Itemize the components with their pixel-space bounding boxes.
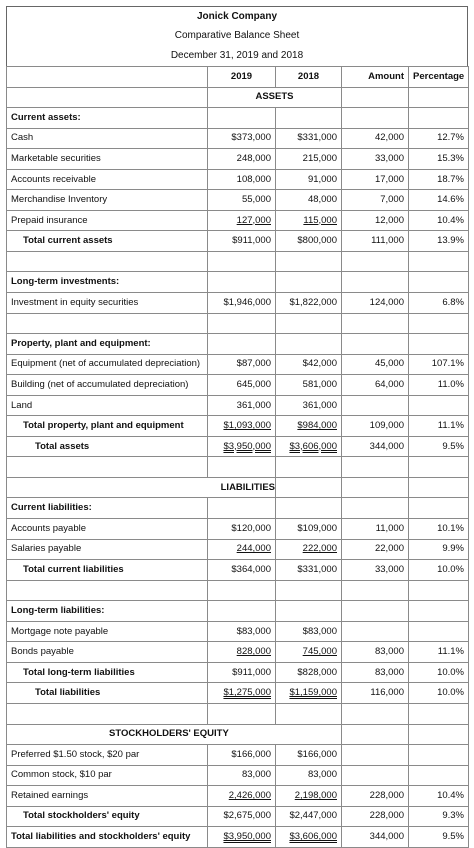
value-2019: 83,000	[208, 765, 276, 786]
total-row	[7, 560, 469, 581]
table-row	[7, 149, 469, 170]
value-2019: 248,000	[208, 149, 276, 170]
statement-date: December 31, 2019 and 2018	[6, 46, 468, 66]
section-row	[7, 87, 469, 108]
total-row	[7, 416, 469, 437]
subheading-row	[7, 498, 469, 519]
change-percentage	[409, 621, 469, 642]
table-row	[7, 745, 469, 766]
row-label: Preferred $1.50 stock, $20 par	[7, 745, 208, 766]
long-term-liabilities-heading: Long-term liabilities:	[7, 601, 208, 622]
col-percentage-header: Percentage	[409, 67, 469, 88]
value-2018: $166,000	[276, 745, 342, 766]
col-amount-header: Amount	[342, 67, 409, 88]
assets-heading: ASSETS	[208, 87, 342, 108]
value-2018: $1,822,000	[276, 293, 342, 314]
value-2018: 215,000	[276, 149, 342, 170]
row-label: Merchandise Inventory	[7, 190, 208, 211]
table-row	[7, 621, 469, 642]
row-label: Cash	[7, 128, 208, 149]
balance-sheet-table	[6, 66, 469, 848]
row-label: Prepaid insurance	[7, 210, 208, 231]
value-2018: 48,000	[276, 190, 342, 211]
value-2019: $3,950,000	[208, 436, 276, 457]
long-term-investments-heading: Long-term investments:	[7, 272, 208, 293]
value-2019: 244,000	[208, 539, 276, 560]
change-percentage: 11.0%	[409, 375, 469, 396]
row-label: Accounts receivable	[7, 169, 208, 190]
total-row	[7, 827, 469, 848]
row-label: Bonds payable	[7, 642, 208, 663]
change-amount: 11,000	[342, 519, 409, 540]
value-2018: $984,000	[276, 416, 342, 437]
row-label: Total stockholders' equity	[7, 806, 208, 827]
total-row	[7, 662, 469, 683]
section-row	[7, 477, 469, 498]
row-label: Equipment (net of accumulated depreciation)	[7, 354, 208, 375]
table-row	[7, 293, 469, 314]
value-2018: $1,159,000	[276, 683, 342, 704]
change-percentage: 10.0%	[409, 662, 469, 683]
value-2019: 127,000	[208, 210, 276, 231]
current-liabilities-heading: Current liabilities:	[7, 498, 208, 519]
change-amount	[342, 765, 409, 786]
value-2019: $373,000	[208, 128, 276, 149]
total-row	[7, 683, 469, 704]
row-label: Total long-term liabilities	[7, 662, 208, 683]
change-amount: 111,000	[342, 231, 409, 252]
value-2018: $800,000	[276, 231, 342, 252]
value-2018: 2,198,000	[276, 786, 342, 807]
row-label: Investment in equity securities	[7, 293, 208, 314]
value-2018: 115,000	[276, 210, 342, 231]
spacer-row	[7, 580, 469, 601]
row-label: Common stock, $10 par	[7, 765, 208, 786]
value-2018: $331,000	[276, 560, 342, 581]
change-percentage	[409, 765, 469, 786]
change-amount: 83,000	[342, 642, 409, 663]
section-row	[7, 724, 469, 745]
row-label: Mortgage note payable	[7, 621, 208, 642]
value-2018: $109,000	[276, 519, 342, 540]
table-row	[7, 169, 469, 190]
change-percentage: 9.5%	[409, 436, 469, 457]
row-label: Building (net of accumulated depreciation)	[7, 375, 208, 396]
company-name: Jonick Company	[6, 6, 468, 26]
row-label: Total liabilities	[7, 683, 208, 704]
row-label: Total current liabilities	[7, 560, 208, 581]
change-percentage: 6.8%	[409, 293, 469, 314]
change-amount: 33,000	[342, 560, 409, 581]
change-amount: 116,000	[342, 683, 409, 704]
value-2019: 361,000	[208, 395, 276, 416]
change-amount	[342, 395, 409, 416]
subheading-row	[7, 108, 469, 129]
change-amount: 83,000	[342, 662, 409, 683]
row-label: Retained earnings	[7, 786, 208, 807]
value-2019: $1,946,000	[208, 293, 276, 314]
row-label: Salaries payable	[7, 539, 208, 560]
table-row	[7, 128, 469, 149]
value-2019: 645,000	[208, 375, 276, 396]
change-percentage: 18.7%	[409, 169, 469, 190]
value-2018: $3,606,000	[276, 436, 342, 457]
change-percentage: 107.1%	[409, 354, 469, 375]
change-percentage: 10.4%	[409, 786, 469, 807]
table-row	[7, 539, 469, 560]
value-2019: $1,275,000	[208, 683, 276, 704]
value-2019: $364,000	[208, 560, 276, 581]
value-2019: $911,000	[208, 231, 276, 252]
change-percentage: 9.5%	[409, 827, 469, 848]
change-amount: 33,000	[342, 149, 409, 170]
change-amount: 64,000	[342, 375, 409, 396]
table-row	[7, 190, 469, 211]
value-2018: $83,000	[276, 621, 342, 642]
change-percentage: 12.7%	[409, 128, 469, 149]
table-row	[7, 642, 469, 663]
change-percentage: 9.9%	[409, 539, 469, 560]
table-row	[7, 395, 469, 416]
row-label: Total liabilities and stockholders' equity	[7, 827, 208, 848]
column-header-row	[7, 67, 469, 88]
value-2019: $83,000	[208, 621, 276, 642]
value-2019: 108,000	[208, 169, 276, 190]
value-2018: 91,000	[276, 169, 342, 190]
subheading-row	[7, 601, 469, 622]
statement-title: Comparative Balance Sheet	[6, 26, 468, 46]
table-row	[7, 786, 469, 807]
spacer-row	[7, 703, 469, 724]
change-percentage	[409, 745, 469, 766]
table-row	[7, 354, 469, 375]
label-column-header	[7, 67, 208, 88]
change-percentage: 10.0%	[409, 560, 469, 581]
change-amount: 42,000	[342, 128, 409, 149]
change-amount: 228,000	[342, 786, 409, 807]
change-percentage: 10.0%	[409, 683, 469, 704]
change-percentage: 15.3%	[409, 149, 469, 170]
row-label: Total assets	[7, 436, 208, 457]
change-amount: 7,000	[342, 190, 409, 211]
change-percentage: 10.4%	[409, 210, 469, 231]
value-2019: $166,000	[208, 745, 276, 766]
change-amount: 109,000	[342, 416, 409, 437]
change-amount: 45,000	[342, 354, 409, 375]
total-row	[7, 231, 469, 252]
value-2018: 361,000	[276, 395, 342, 416]
value-2018: 745,000	[276, 642, 342, 663]
change-amount	[342, 621, 409, 642]
change-percentage: 11.1%	[409, 416, 469, 437]
row-label: Accounts payable	[7, 519, 208, 540]
spacer-row	[7, 457, 469, 478]
value-2019: 828,000	[208, 642, 276, 663]
subheading-row	[7, 334, 469, 355]
value-2019: $87,000	[208, 354, 276, 375]
value-2018: 83,000	[276, 765, 342, 786]
value-2018: $331,000	[276, 128, 342, 149]
row-label: Land	[7, 395, 208, 416]
row-label: Marketable securities	[7, 149, 208, 170]
spacer-row	[7, 251, 469, 272]
value-2019: 2,426,000	[208, 786, 276, 807]
value-2019: $120,000	[208, 519, 276, 540]
value-2019: $2,675,000	[208, 806, 276, 827]
value-2018: $2,447,000	[276, 806, 342, 827]
row-label: Total property, plant and equipment	[7, 416, 208, 437]
change-percentage: 14.6%	[409, 190, 469, 211]
col-2019-header: 2019	[208, 67, 276, 88]
change-amount: 12,000	[342, 210, 409, 231]
change-amount: 124,000	[342, 293, 409, 314]
ppe-heading: Property, plant and equipment:	[7, 334, 208, 355]
table-row	[7, 765, 469, 786]
col-2018-header: 2018	[276, 67, 342, 88]
value-2019: $1,093,000	[208, 416, 276, 437]
value-2019: $911,000	[208, 662, 276, 683]
liabilities-heading: LIABILITIES	[7, 477, 276, 498]
change-amount: 344,000	[342, 436, 409, 457]
table-row	[7, 210, 469, 231]
change-amount: 228,000	[342, 806, 409, 827]
table-row	[7, 519, 469, 540]
change-percentage	[409, 395, 469, 416]
change-percentage: 9.3%	[409, 806, 469, 827]
change-percentage: 11.1%	[409, 642, 469, 663]
change-amount: 344,000	[342, 827, 409, 848]
value-2018: $42,000	[276, 354, 342, 375]
stockholders-equity-heading: STOCKHOLDERS' EQUITY	[7, 724, 342, 745]
current-assets-heading: Current assets:	[7, 108, 208, 129]
change-amount: 17,000	[342, 169, 409, 190]
value-2018: $3,606,000	[276, 827, 342, 848]
value-2019: 55,000	[208, 190, 276, 211]
value-2018: 581,000	[276, 375, 342, 396]
subheading-row	[7, 272, 469, 293]
change-amount	[342, 745, 409, 766]
change-percentage: 13.9%	[409, 231, 469, 252]
spacer-row	[7, 313, 469, 334]
value-2018: $828,000	[276, 662, 342, 683]
change-amount: 22,000	[342, 539, 409, 560]
total-row	[7, 436, 469, 457]
value-2018: 222,000	[276, 539, 342, 560]
table-row	[7, 375, 469, 396]
row-label: Total current assets	[7, 231, 208, 252]
change-percentage: 10.1%	[409, 519, 469, 540]
value-2019: $3,950,000	[208, 827, 276, 848]
